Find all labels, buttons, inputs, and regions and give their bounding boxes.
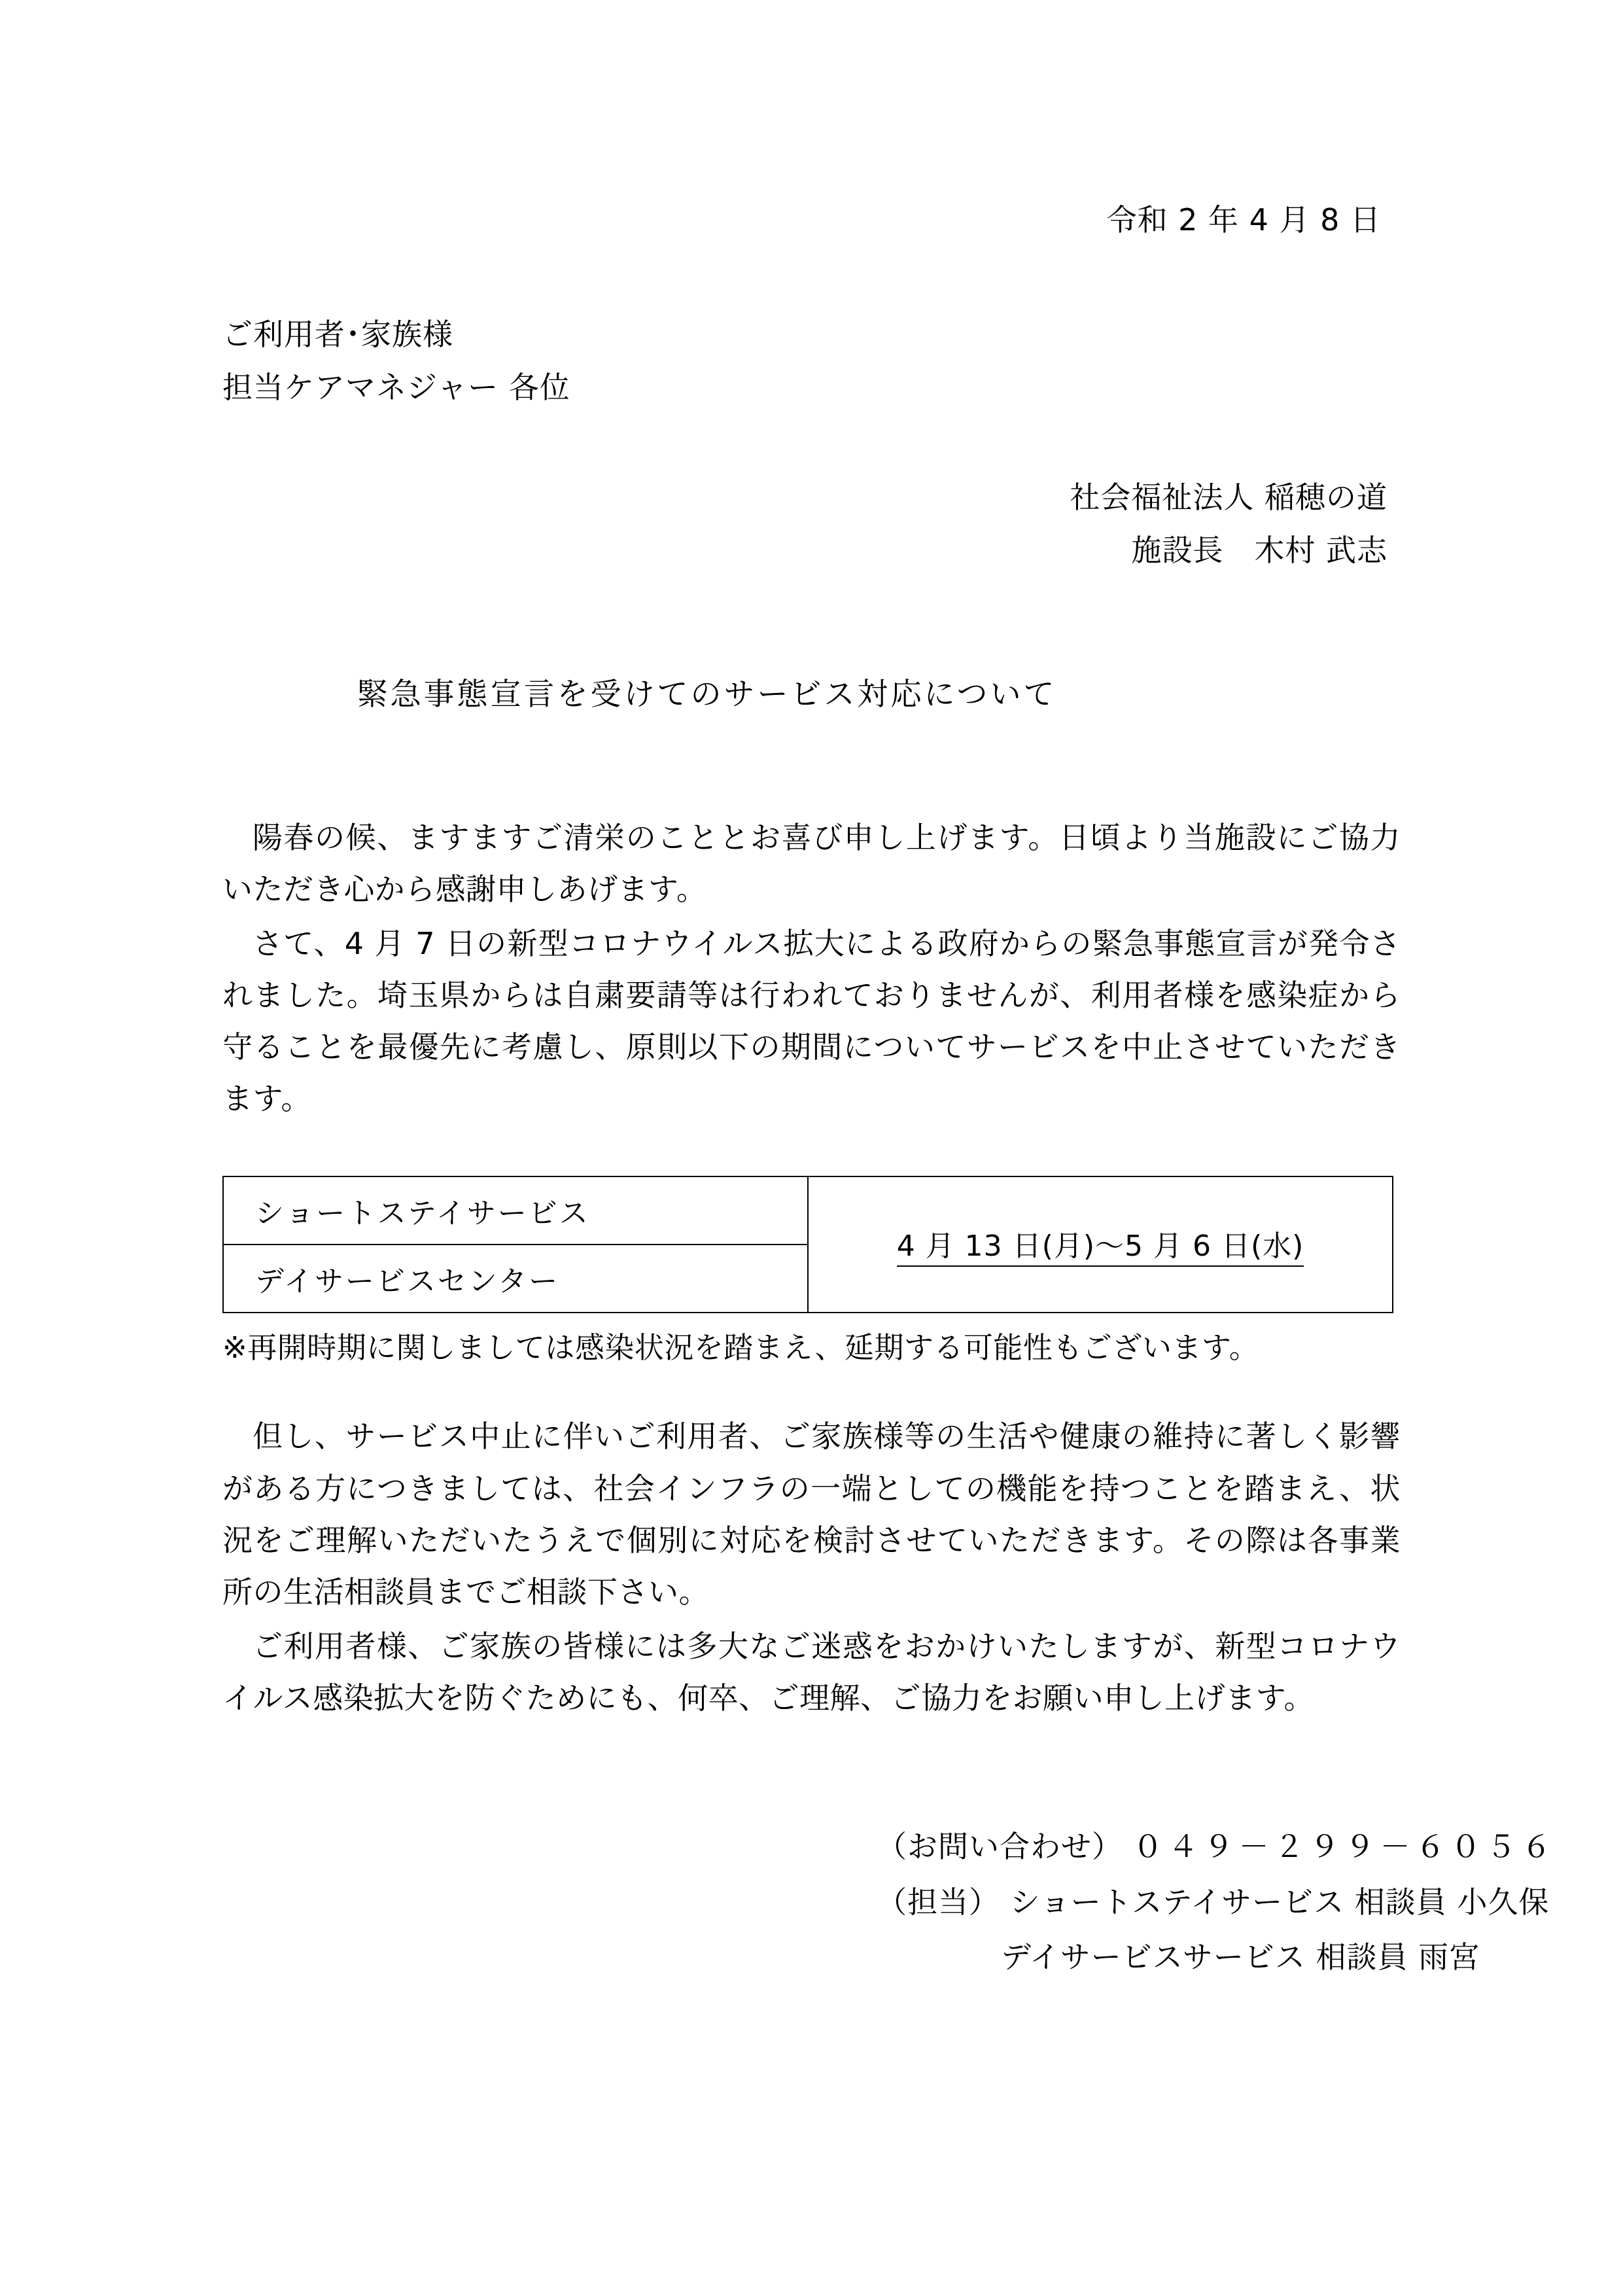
contact-service-short-stay: ショートステイサービス: [1009, 1884, 1345, 1920]
paragraph-apology: ご利用者様、ご家族の皆様には多大なご迷惑をおかけいたしますが、新型コロナウイルス感染拡大を防ぐためにも、何卒、ご理解、ご協力をお願い申し上げます。: [222, 1628, 1401, 1716]
contact-charge-row-2: [877, 1933, 1480, 1982]
addressee-line-1: ご利用者･家族様: [222, 317, 453, 352]
service-name-short-stay: ショートステイサービス: [223, 1176, 808, 1245]
page-title: 緊急事態宣言を受けてのサービス対応について: [357, 676, 1057, 713]
contact-person-day-service: 相談員 雨宮: [1316, 1939, 1480, 1975]
contact-person-short-stay: 相談員 小久保: [1354, 1884, 1550, 1920]
suspension-period: 4 月 13 日(月)～5 月 6 日(水): [897, 1222, 1304, 1267]
suspension-period-cell: [808, 1176, 1393, 1313]
addressee-block: [222, 311, 1401, 412]
contact-inquiry-label: （お問い合わせ）: [877, 1829, 1123, 1865]
contact-charge-row-1: [877, 1878, 1550, 1927]
paragraph-announcement: さて、4 月 7 日の新型コロナウイルス拡大による政府からの緊急事態宣言が発令されました。埼玉県からは自粛要請等は行われておりませんが、利用者様を感染症から守ることを最優先に考慮し、原則以下の期間についてサービスを中止させていただきます。: [222, 926, 1401, 1117]
contact-block: [222, 1822, 1557, 1982]
service-suspension-table: [222, 1176, 1393, 1313]
addressee-line-2: 担当ケアマネジャー 各位: [222, 370, 570, 406]
schedule-note: ※再開時期に関しましては感染状況を踏まえ、延期する可能性もございます。: [222, 1330, 1259, 1366]
contact-charge-label: （担当）: [877, 1884, 1000, 1920]
body-bottom: [222, 1411, 1401, 1724]
table-row: [223, 1176, 1393, 1245]
document-date: 令和 2 年 4 月 8 日: [1106, 202, 1381, 238]
paragraph-exception: 但し、サービス中止に伴いご利用者、ご家族様等の生活や健康の維持に著しく影響がある方につきましては、社会インフラの一端としての機能を持つことを踏まえ、状況をご理解いただいたうえで個別に対応を検討させていただきます。その際は各事業所の生活相談員までご相談下さい。: [222, 1419, 1401, 1610]
paragraph-greeting: 陽春の候、ますますご清栄のこととお喜び申し上げます。日頃より当施設にご協力いただき心から感謝申しあげます。: [222, 819, 1401, 907]
body-top: [222, 812, 1401, 1125]
contact-inquiry-row: [877, 1822, 1557, 1871]
service-name-day-service: デイサービスセンター: [223, 1245, 808, 1313]
contact-phone-number: ０４９－２９９－６０５６: [1132, 1829, 1557, 1865]
sender-representative: 施設長 木村 武志: [1131, 533, 1387, 569]
sender-block: [222, 474, 1401, 575]
contact-service-day-service: デイサービスサービス: [1001, 1939, 1306, 1975]
sender-organization: 社会福祉法人 稲穂の道: [1070, 479, 1387, 515]
